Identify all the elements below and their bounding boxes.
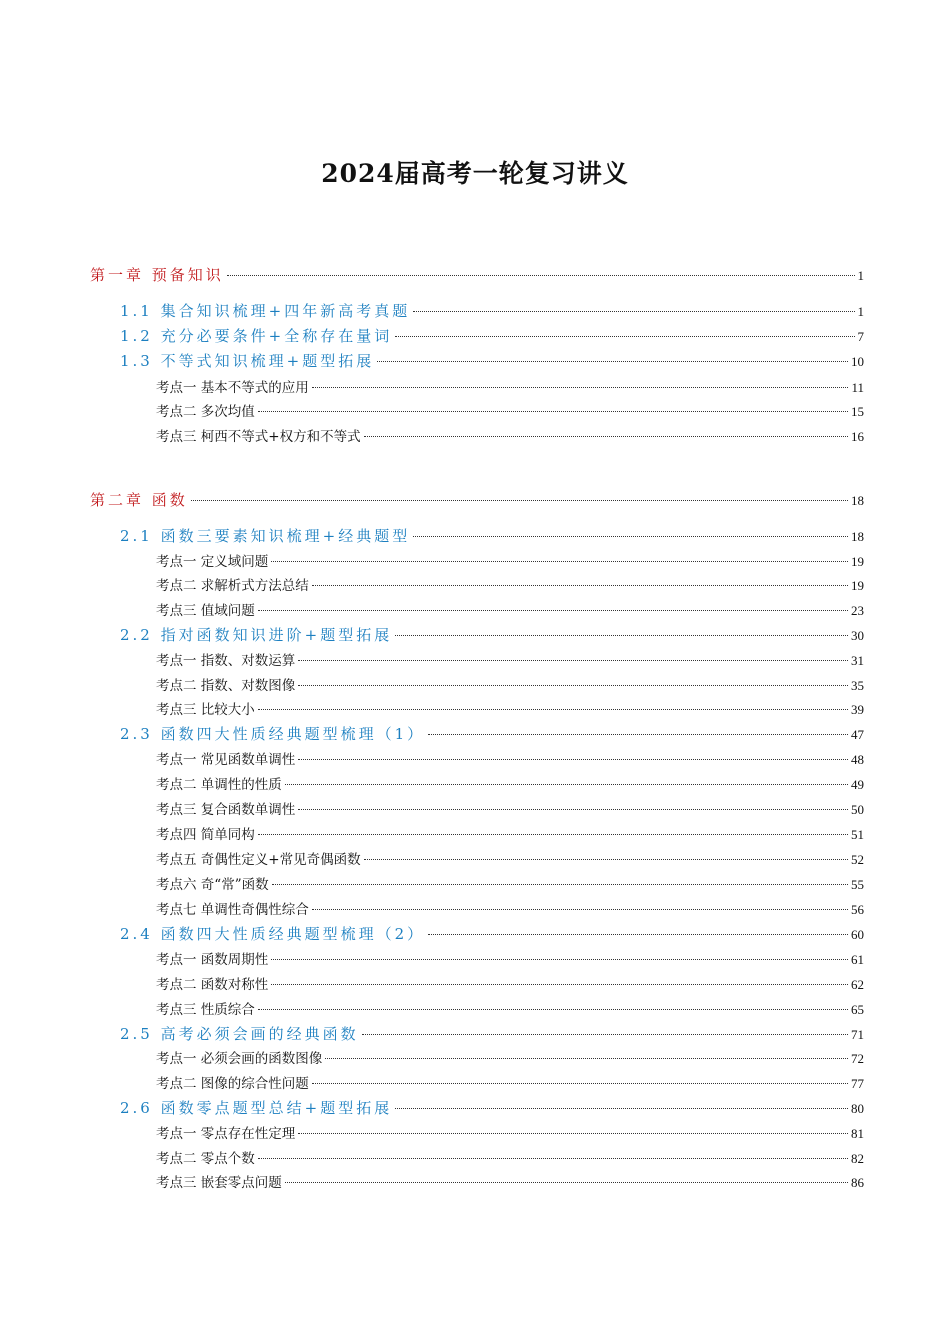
toc-chapter-2[interactable] (90, 489, 864, 510)
toc-label: 第一章 预备知识 (90, 266, 224, 284)
toc-label: 考点四 简单同构 (156, 827, 255, 843)
toc-page-number: 11 (851, 380, 864, 395)
toc-page-number: 61 (851, 952, 864, 967)
toc-page-number: 50 (851, 802, 864, 817)
toc-point[interactable] (156, 1171, 864, 1191)
toc-page-number: 72 (851, 1051, 864, 1066)
toc-label: 第二章 函数 (90, 491, 188, 509)
toc-label: 考点五 奇偶性定义+常见奇偶函数 (156, 852, 361, 868)
toc-page-number: 1 (857, 268, 864, 283)
toc-page-number: 23 (851, 603, 864, 618)
toc-label: 1.1 集合知识梳理+四年新高考真题 (120, 302, 411, 320)
dot-leader (377, 361, 848, 362)
toc-section-1-1[interactable] (120, 300, 864, 321)
toc-page-number: 31 (851, 653, 864, 668)
dot-leader (272, 884, 848, 885)
toc-label: 考点一 常见函数单调性 (156, 752, 296, 768)
dot-leader (364, 436, 848, 437)
toc-point[interactable] (156, 376, 864, 396)
toc-section-2-3[interactable] (120, 723, 864, 744)
dot-leader (395, 1108, 848, 1109)
dot-leader (271, 984, 848, 985)
toc-page-number: 39 (851, 702, 864, 717)
toc-point[interactable] (156, 798, 864, 818)
toc-label: 考点一 函数周期性 (156, 952, 269, 968)
toc-point[interactable] (156, 898, 864, 918)
toc-label: 2.5 高考必须会画的经典函数 (120, 1025, 359, 1043)
toc-point[interactable] (156, 948, 864, 968)
toc-label: 考点二 多次均值 (156, 404, 255, 420)
dot-leader (413, 311, 854, 312)
dot-leader (325, 1058, 848, 1059)
dot-leader (227, 275, 855, 276)
dot-leader (298, 685, 848, 686)
toc-point[interactable] (156, 873, 864, 893)
toc-page-number: 35 (851, 678, 864, 693)
toc-page-number: 80 (851, 1101, 864, 1116)
toc-page-number: 86 (851, 1175, 864, 1190)
dot-leader (312, 387, 849, 388)
dot-leader (258, 411, 848, 412)
toc-label: 1.3 不等式知识梳理+题型拓展 (120, 352, 375, 370)
toc-page-number: 65 (851, 1002, 864, 1017)
toc-label: 考点三 性质综合 (156, 1002, 255, 1018)
dot-leader (413, 536, 848, 537)
dot-leader (312, 909, 848, 910)
toc-label: 考点一 基本不等式的应用 (156, 380, 309, 396)
dot-leader (258, 709, 848, 710)
toc-label: 考点三 比较大小 (156, 702, 255, 718)
dot-leader (298, 660, 848, 661)
toc-label: 考点二 指数、对数图像 (156, 678, 296, 694)
toc-label: 2.3 函数四大性质经典题型梳理（1） (120, 725, 426, 743)
dot-leader (312, 585, 848, 586)
toc-chapter-1[interactable] (90, 264, 864, 285)
toc-point[interactable] (156, 425, 864, 445)
dot-leader (271, 959, 848, 960)
toc-point[interactable] (156, 973, 864, 993)
dot-leader (298, 1133, 848, 1134)
toc-label: 考点三 嵌套零点问题 (156, 1175, 282, 1191)
dot-leader (312, 1083, 848, 1084)
toc-point[interactable] (156, 1047, 864, 1067)
toc-page-number: 60 (851, 927, 864, 942)
toc-label: 考点三 复合函数单调性 (156, 802, 296, 818)
dot-leader (364, 859, 848, 860)
toc-page-number: 16 (851, 429, 864, 444)
toc-label: 考点二 单调性的性质 (156, 777, 282, 793)
toc-label: 考点二 图像的综合性问题 (156, 1076, 309, 1092)
toc-page-number: 52 (851, 852, 864, 867)
toc-page-number: 56 (851, 902, 864, 917)
dot-leader (258, 1009, 848, 1010)
toc-page-number: 81 (851, 1126, 864, 1141)
toc-point[interactable] (156, 823, 864, 843)
toc-label: 考点七 单调性奇偶性综合 (156, 902, 309, 918)
toc-label: 1.2 充分必要条件+全称存在量词 (120, 327, 393, 345)
dot-leader (285, 784, 848, 785)
dot-leader (395, 635, 848, 636)
toc-page-number: 15 (851, 404, 864, 419)
toc-label: 考点一 定义域问题 (156, 554, 269, 570)
dot-leader (395, 336, 854, 337)
toc-point[interactable] (156, 1122, 864, 1142)
toc-label: 考点三 值域问题 (156, 603, 255, 619)
toc-section-2-2[interactable] (120, 624, 864, 645)
toc-page-number: 49 (851, 777, 864, 792)
toc-page-number: 19 (851, 578, 864, 593)
toc-page-number: 62 (851, 977, 864, 992)
document-title: 2024届高考一轮复习讲义 (321, 159, 629, 188)
toc-page-number: 18 (851, 493, 864, 508)
toc-page-number: 7 (857, 329, 864, 344)
toc-point[interactable] (156, 550, 864, 570)
toc-point[interactable] (156, 400, 864, 420)
toc-page-number: 18 (851, 529, 864, 544)
toc-point[interactable] (156, 998, 864, 1018)
toc-section-1-3[interactable] (120, 350, 864, 371)
dot-leader (285, 1182, 848, 1183)
toc-page-number: 48 (851, 752, 864, 767)
toc-page-number: 51 (851, 827, 864, 842)
toc-point[interactable] (156, 1147, 864, 1167)
toc-label: 考点一 零点存在性定理 (156, 1126, 296, 1142)
toc-label: 考点一 必须会画的函数图像 (156, 1051, 323, 1067)
dot-leader (271, 561, 848, 562)
toc-point[interactable] (156, 848, 864, 868)
dot-leader (191, 500, 848, 501)
toc-section-2-5[interactable] (120, 1023, 864, 1044)
toc-point[interactable] (156, 698, 864, 718)
toc-label: 2.4 函数四大性质经典题型梳理（2） (120, 925, 426, 943)
toc-point[interactable] (156, 574, 864, 594)
toc-point[interactable] (156, 649, 864, 669)
dot-leader (298, 759, 848, 760)
toc-page-number: 19 (851, 554, 864, 569)
toc-page-number: 77 (851, 1076, 864, 1091)
toc-label: 2.6 函数零点题型总结+题型拓展 (120, 1099, 393, 1117)
toc-page-number: 10 (851, 354, 864, 369)
dot-leader (298, 809, 848, 810)
toc-point[interactable] (156, 674, 864, 694)
toc-section-2-4[interactable] (120, 923, 864, 944)
toc-point[interactable] (156, 748, 864, 768)
toc-label: 考点三 柯西不等式+权方和不等式 (156, 429, 361, 445)
toc-label: 2.1 函数三要素知识梳理+经典题型 (120, 527, 411, 545)
dot-leader (258, 1158, 848, 1159)
toc-label: 考点二 零点个数 (156, 1151, 255, 1167)
dot-leader (428, 934, 848, 935)
toc-label: 考点六 奇“常”函数 (156, 877, 269, 893)
toc-section-2-6[interactable] (120, 1097, 864, 1118)
toc-point[interactable] (156, 599, 864, 619)
toc-label: 考点一 指数、对数运算 (156, 653, 296, 669)
toc-page-number: 47 (851, 727, 864, 742)
toc-point[interactable] (156, 1072, 864, 1092)
toc-section-1-2[interactable] (120, 325, 864, 346)
toc-page-number: 1 (857, 304, 864, 319)
toc-point[interactable] (156, 773, 864, 793)
toc-page-number: 71 (851, 1027, 864, 1042)
toc-label: 2.2 指对函数知识进阶+题型拓展 (120, 626, 393, 644)
dot-leader (258, 834, 848, 835)
toc-page-number: 30 (851, 628, 864, 643)
toc-label: 考点二 函数对称性 (156, 977, 269, 993)
toc-page-number: 55 (851, 877, 864, 892)
dot-leader (428, 734, 848, 735)
dot-leader (362, 1034, 848, 1035)
toc-page-number: 82 (851, 1151, 864, 1166)
toc-section-2-1[interactable] (120, 525, 864, 546)
toc-label: 考点二 求解析式方法总结 (156, 578, 309, 594)
dot-leader (258, 610, 848, 611)
